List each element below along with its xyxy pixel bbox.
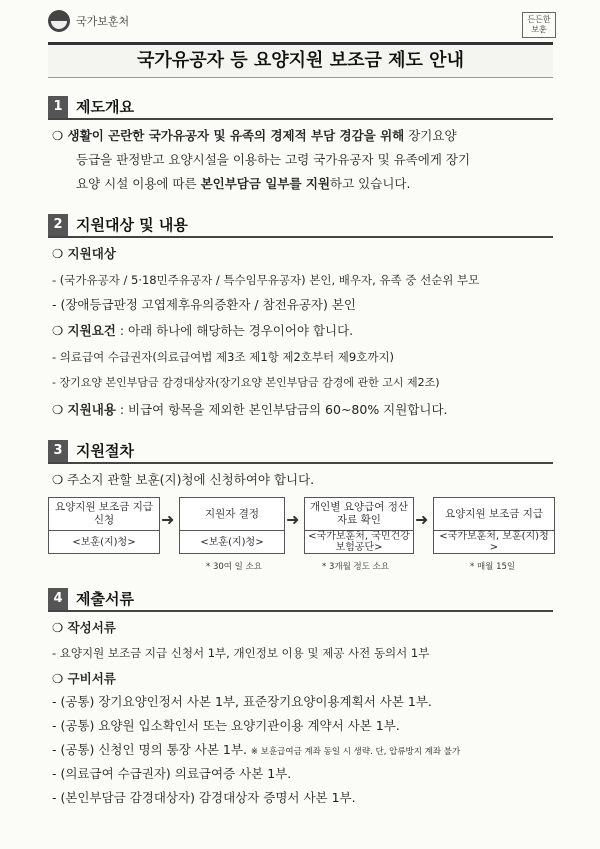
flow-step-4 (433, 497, 555, 554)
overview-text: 장기요양 (404, 128, 457, 143)
section-1-header (48, 96, 553, 120)
section-title: 제도개요 (76, 98, 134, 116)
section-number: 4 (48, 588, 68, 610)
org-name: 국가보훈처 (76, 15, 130, 28)
requirement-text: : 아래 하나에 해당하는 경우이어야 합니다. (115, 323, 354, 338)
arrow-right-icon: ➜ (161, 510, 175, 529)
content-heading: ❍ 지원내용 (52, 402, 116, 417)
header-logo (48, 10, 129, 32)
target-item-2: - (장애등급판정 고엽제후유의증환자 / 참전유공자) 본인 (52, 297, 356, 312)
prep-docs-item-4: - (의료급여 수급권자) 의료급여증 사본 1부. (52, 766, 292, 781)
target-item-1: - (국가유공자 / 5·18민주유공자 / 특수임무유공자) 본인, 배우자, 유족 중 선순위 부모 (52, 273, 480, 287)
flow-note-duration: * 30여 일 소요 (206, 562, 263, 572)
section-number: 2 (48, 214, 68, 236)
prep-docs-heading: ❍ 구비서류 (52, 671, 116, 686)
overview-line-1 (52, 128, 457, 144)
flow-note-duration: * 3개월 정도 소요 (322, 562, 390, 572)
flow-step-1 (48, 497, 160, 554)
prep-docs-item-5: - (본인부담금 감경대상자) 감경대상자 증명서 사본 1부. (52, 790, 356, 805)
flow-step-title: 요양지원 보조금 지급 (434, 498, 554, 531)
section-number: 1 (48, 96, 68, 118)
requirement-line (52, 323, 353, 339)
overview-line-3 (76, 176, 410, 192)
section-title: 지원대상 및 내용 (76, 216, 188, 234)
flow-step-agency: <국가보훈처, 보훈(지)청> (439, 531, 549, 553)
overview-text: 하고 있습니다. (330, 176, 411, 191)
target-heading: ❍ 지원대상 (52, 246, 116, 261)
section-number: 3 (48, 440, 68, 462)
requirement-heading: ❍ 지원요건 (52, 323, 116, 338)
requirement-item-2: - 장기요양 본인부담금 감경대상자(장기요양 본인부담금 감경에 관한 고시 제2조) (52, 376, 440, 389)
flow-step-title: 개인별 요양급여 정산자료 확인 (305, 498, 413, 531)
arrow-right-icon: ➜ (415, 510, 429, 529)
flow-step-title: 지원자 결정 (180, 498, 284, 531)
flow-step-agency: <보훈(지)청> (72, 536, 136, 548)
content-text: : 비급여 항목을 제외한 본인부담금의 60~80% 지원합니다. (115, 402, 448, 417)
flow-step-2 (179, 497, 285, 554)
prep-docs-item-2: - (공통) 요양원 입소확인서 또는 요양기관이용 계약서 사본 1부. (52, 718, 400, 733)
write-docs-item: - 요양지원 보조금 지급 신청서 1부, 개인정보 이용 및 제공 사전 동의서 1부 (52, 646, 430, 660)
prep-docs-item-3 (52, 742, 460, 760)
flow-step-3 (304, 497, 414, 554)
flow-step-agency: <보훈(지)청> (200, 536, 264, 548)
content-line (52, 402, 448, 418)
prep-docs-item-1: - (공통) 장기요양인정서 사본 1부, 표준장기요양이용계획서 사본 1부. (52, 694, 432, 709)
prep-docs-text: - (공통) 신청인 명의 통장 사본 1부. (52, 742, 247, 757)
section-3-header (48, 440, 553, 464)
government-emblem-icon (48, 10, 70, 32)
overview-emphasis: ❍ 생활이 곤란한 국가유공자 및 유족의 경제적 부담 경감을 위해 (52, 128, 405, 143)
overview-text: 요양 시설 이용에 따른 (76, 176, 201, 191)
flow-step-agency: <국가보훈처, 국민건강보험공단> (308, 531, 410, 553)
flow-step-title: 요양지원 보조금 지급 신청 (49, 498, 159, 531)
page-title: 국가유공자 등 요양지원 보조금 제도 안내 (48, 42, 553, 78)
requirement-item-1: - 의료급여 수급권자(의료급여법 제3조 제1항 제2호부터 제9호까지) (52, 350, 395, 364)
section-title: 지원절차 (76, 442, 134, 460)
overview-emphasis: 본인부담금 일부를 지원 (200, 176, 331, 191)
procedure-intro: ❍ 주소지 관할 보훈(지)청에 신청하여야 합니다. (52, 472, 315, 487)
section-title: 제출서류 (76, 590, 134, 608)
arrow-right-icon: ➜ (286, 510, 300, 529)
slogan-badge: 든든한 보훈 (522, 12, 556, 38)
section-2-header (48, 214, 553, 238)
prep-docs-footnote: ※ 보훈급여금 계좌 동일 시 생략. 단, 압류방지 계좌 불가 (250, 747, 461, 757)
flow-note-date: * 매월 15일 (470, 562, 516, 572)
section-4-header (48, 588, 553, 612)
write-docs-heading: ❍ 작성서류 (52, 620, 116, 635)
overview-line-2: 등급을 판정받고 요양시설을 이용하는 고령 국가유공자 및 유족에게 장기 (76, 152, 471, 167)
